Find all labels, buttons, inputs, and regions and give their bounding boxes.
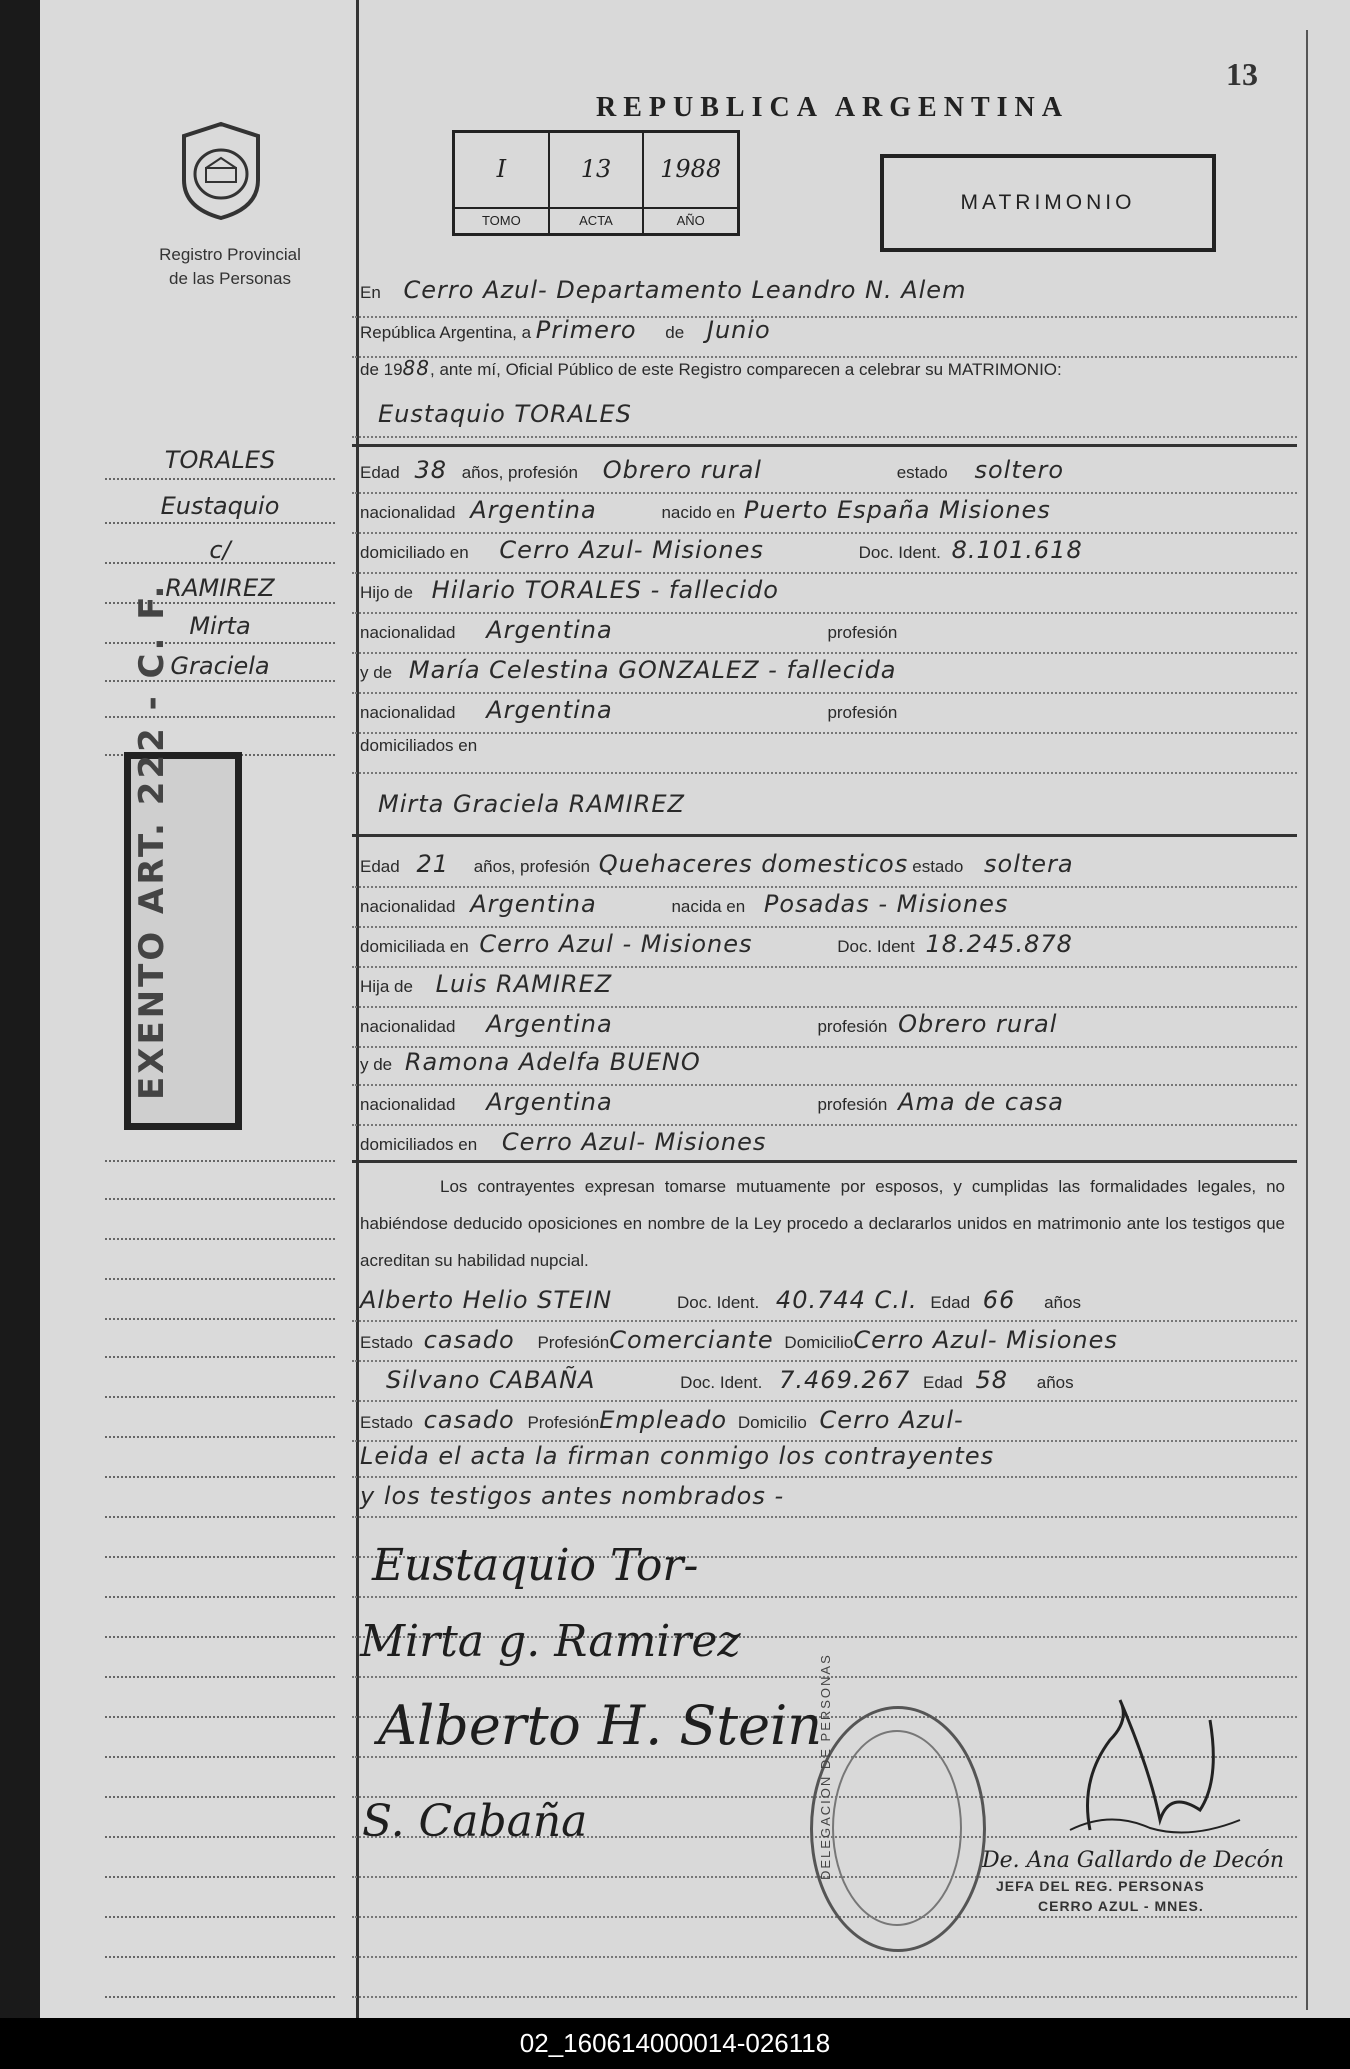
y-de-label: y de xyxy=(360,1055,393,1074)
profesion-label: profesión xyxy=(817,1017,888,1036)
declaration-text: Los contrayentes expresan tomarse mutuamente por esposos, y cumplidas las formalidades legales, no habiéndose deducido oposiciones en nombre de la Ley procedo a declararlos unidos en matrimonio ante los testigos que acreditan su habilidad nupcial. xyxy=(360,1177,1285,1270)
groom-parents-domicile-row xyxy=(360,736,477,756)
margin-name-1: TORALES xyxy=(164,446,276,474)
closing-line-1 xyxy=(360,1442,994,1470)
witness2-name-row xyxy=(360,1366,1074,1394)
form-rule xyxy=(352,1360,1297,1362)
margin-name-4: RAMIREZ xyxy=(165,574,275,602)
groom-father: Hilario TORALES - fallecido xyxy=(431,576,779,604)
profesion-label: profesión xyxy=(827,623,898,642)
doc-label: Doc. Ident. xyxy=(680,1373,763,1392)
image-id-footer: 02_160614000014-026118 xyxy=(0,2018,1350,2069)
groom-father-nat-row xyxy=(360,616,897,644)
margin-rule xyxy=(105,1556,335,1558)
bride-parents-domicile-row xyxy=(360,1128,766,1156)
form-rule xyxy=(352,1996,1297,1998)
margin-rule xyxy=(105,1596,335,1598)
form-rule xyxy=(352,692,1297,694)
bride-mother: Ramona Adelfa BUENO xyxy=(404,1048,701,1076)
record-type-box: MATRIMONIO xyxy=(880,154,1216,252)
official-signature-icon xyxy=(1050,1680,1250,1850)
witness1-domicile: Cerro Azul- Misiones xyxy=(853,1326,1118,1354)
month-value: Junio xyxy=(706,316,771,344)
groom-mother: María Celestina GONZALEZ - fallecida xyxy=(408,656,897,684)
witness1-details-row xyxy=(360,1326,1118,1354)
bride-nationality: Argentina xyxy=(470,890,597,918)
official-name: De. Ana Gallardo de Decón xyxy=(982,1848,1285,1873)
form-rule xyxy=(352,1084,1297,1086)
witness2-profession: Empleado xyxy=(599,1406,728,1434)
tomo-cell xyxy=(455,133,550,233)
form-rule xyxy=(352,1124,1297,1126)
groom-father-row xyxy=(360,576,779,604)
form-rule xyxy=(352,886,1297,888)
intro-date-row xyxy=(360,316,771,344)
groom-name-row xyxy=(360,400,632,428)
y-de-label: y de xyxy=(360,663,393,682)
domicilio-label: Domicilio xyxy=(784,1333,854,1352)
bride-birthplace: Posadas - Misiones xyxy=(763,890,1009,918)
edad-label: Edad xyxy=(360,857,400,876)
witness2-age: 58 xyxy=(975,1366,1008,1394)
margin-rule xyxy=(105,1318,335,1320)
witness1-age: 66 xyxy=(982,1286,1016,1314)
witness2-name: Silvano CABAÑA xyxy=(386,1366,596,1394)
year-value: 88 xyxy=(402,356,430,380)
form-rule xyxy=(352,1440,1297,1442)
seal-ring-text: DELEGACION DE PERSONAS xyxy=(818,1653,833,1880)
closing-line-2 xyxy=(360,1482,784,1510)
margin-rule xyxy=(105,522,335,524)
signature-groom: Eustaquio Tor- xyxy=(372,1540,699,1591)
form-rule xyxy=(352,612,1297,614)
profesion-label: profesión xyxy=(817,1095,888,1114)
nacionalidad-label: nacionalidad xyxy=(360,703,456,722)
groom-mother-nat-row xyxy=(360,696,897,724)
groom-father-nationality: Argentina xyxy=(486,616,613,644)
witness1-name: Alberto Helio STEIN xyxy=(360,1286,613,1314)
document-title: REPUBLICA ARGENTINA xyxy=(596,92,1069,123)
profesion-label: profesión xyxy=(827,703,898,722)
groom-name: Eustaquio TORALES xyxy=(378,400,632,428)
en-label: En xyxy=(360,283,381,302)
intro-place-row xyxy=(360,276,966,304)
ante-label: , ante mí, Oficial Público de este Registro comparecen a celebrar su MATRIMONIO: xyxy=(430,360,1062,379)
witness1-doc: 40.744 C.I. xyxy=(775,1286,918,1314)
republica-label: República Argentina, a xyxy=(360,323,532,342)
form-rule xyxy=(352,652,1297,654)
anos-label: años xyxy=(1036,1373,1074,1392)
estado-label: estado xyxy=(896,463,948,482)
acta-cell xyxy=(550,133,645,233)
nacionalidad-label: nacionalidad xyxy=(360,1095,456,1114)
margin-rule xyxy=(105,1836,335,1838)
groom-domicile-row xyxy=(360,536,1083,564)
section-separator xyxy=(352,444,1297,447)
witness1-name-row xyxy=(360,1286,1081,1314)
edad-label: Edad xyxy=(360,463,400,482)
groom-status: soltero xyxy=(974,456,1065,484)
groom-domicile: Cerro Azul- Misiones xyxy=(499,536,764,564)
year-prefix: de 19 xyxy=(360,360,403,379)
official-title: JEFA DEL REG. PERSONAS xyxy=(996,1878,1205,1894)
bride-mother-row xyxy=(360,1048,701,1076)
domiciliados-label: domiciliados en xyxy=(360,736,478,755)
tomo-label: TOMO xyxy=(455,207,548,233)
anos-profesion-label: años, profesión xyxy=(461,463,578,482)
margin-rule xyxy=(105,1238,335,1240)
official-place: CERRO AZUL - MNES. xyxy=(1038,1898,1204,1914)
doc-label: Doc. Ident xyxy=(837,937,915,956)
groom-mother-row xyxy=(360,656,897,684)
margin-rule xyxy=(105,1636,335,1638)
anio-label: AÑO xyxy=(644,207,737,233)
bride-name: Mirta Graciela RAMIREZ xyxy=(378,790,685,818)
official-seal-inner xyxy=(832,1730,962,1926)
estado-label: Estado xyxy=(360,1333,413,1352)
anio-cell xyxy=(644,133,737,233)
margin-name-2: Eustaquio xyxy=(160,492,280,520)
profesion-label: Profesión xyxy=(537,1333,610,1352)
form-rule xyxy=(352,1596,1297,1598)
de-label: de xyxy=(665,323,685,342)
bride-doc: 18.245.878 xyxy=(925,930,1073,958)
witness2-doc: 7.469.267 xyxy=(779,1366,911,1394)
form-rule xyxy=(352,1400,1297,1402)
bride-father-nat-row xyxy=(360,1010,1057,1038)
signature-witness1: Alberto H. Stein xyxy=(378,1694,823,1757)
acta-value: 13 xyxy=(580,155,612,183)
signature-bride: Mirta g. Ramirez xyxy=(360,1616,741,1667)
margin-rule xyxy=(105,1916,335,1918)
doc-label: Doc. Ident. xyxy=(676,1293,760,1312)
margin-rule xyxy=(105,1356,335,1358)
margin-rule xyxy=(105,562,335,564)
acta-label: ACTA xyxy=(550,207,643,233)
anos-profesion-label: años, profesión xyxy=(473,857,590,876)
tomo-value: I xyxy=(496,155,507,183)
nacida-label: nacida en xyxy=(671,897,746,916)
margin-rule xyxy=(105,1876,335,1878)
form-rule xyxy=(352,316,1297,318)
bride-father-profession: Obrero rural xyxy=(898,1010,1058,1038)
margin-name-3: c/ xyxy=(209,536,231,564)
bride-father-nationality: Argentina xyxy=(486,1010,613,1038)
bride-nationality-row xyxy=(360,890,1008,918)
margin-rule xyxy=(105,478,335,480)
page-number: 13 xyxy=(1226,56,1258,92)
form-rule xyxy=(352,492,1297,494)
bride-domicile-row xyxy=(360,930,1073,958)
closing-text-1: Leida el acta la firman conmigo los contrayentes xyxy=(360,1442,995,1470)
groom-birthplace: Puerto España Misiones xyxy=(743,496,1051,524)
bride-status: soltera xyxy=(984,850,1074,878)
signature-witness2: S. Cabaña xyxy=(362,1796,588,1847)
form-rule xyxy=(352,966,1297,968)
edad-label: Edad xyxy=(930,1293,971,1312)
margin-rule xyxy=(105,1396,335,1398)
margin-rule xyxy=(105,1278,335,1280)
witness1-profession: Comerciante xyxy=(609,1326,774,1354)
form-rule xyxy=(352,926,1297,928)
form-rule xyxy=(352,1320,1297,1322)
domicilio-label: Domicilio xyxy=(737,1413,807,1432)
form-rule xyxy=(352,1006,1297,1008)
page-border xyxy=(1306,30,1308,2010)
intro-year-row xyxy=(360,356,1062,380)
bride-domicile: Cerro Azul - Misiones xyxy=(479,930,753,958)
registry-name xyxy=(130,243,330,291)
section-separator xyxy=(352,1160,1297,1163)
doc-label: Doc. Ident. xyxy=(858,543,941,562)
edad-label: Edad xyxy=(923,1373,963,1392)
hija-label: Hija de xyxy=(360,977,413,996)
profesion-label: Profesión xyxy=(527,1413,600,1432)
bride-mother-nationality: Argentina xyxy=(486,1088,613,1116)
margin-rule xyxy=(105,1756,335,1758)
nacionalidad-label: nacionalidad xyxy=(360,503,456,522)
place-value: Cerro Azul- Departamento Leandro N. Alem xyxy=(403,276,967,304)
bride-name-row xyxy=(360,790,685,818)
estado-label: estado xyxy=(912,857,964,876)
groom-nationality: Argentina xyxy=(470,496,597,524)
registry-line-1: Registro Provincial xyxy=(159,245,301,264)
estado-label: Estado xyxy=(360,1413,413,1432)
margin-name-6: Graciela xyxy=(170,652,270,680)
bride-father-row xyxy=(360,970,612,998)
bride-profession: Quehaceres domesticos xyxy=(598,850,909,878)
nacionalidad-label: nacionalidad xyxy=(360,1017,456,1036)
anos-label: años xyxy=(1044,1293,1081,1312)
form-rule xyxy=(352,532,1297,534)
bride-mother-profession: Ama de casa xyxy=(898,1088,1064,1116)
nacionalidad-label: nacionalidad xyxy=(360,623,456,642)
nacido-label: nacido en xyxy=(661,503,736,522)
margin-rule xyxy=(105,1956,335,1958)
registry-line-2: de las Personas xyxy=(169,269,291,288)
form-rule xyxy=(352,772,1297,774)
form-rule xyxy=(352,732,1297,734)
margin-rule xyxy=(105,1436,335,1438)
bride-age-row xyxy=(360,850,1074,878)
witness2-status: casado xyxy=(423,1406,515,1434)
domiciliados-label: domiciliados en xyxy=(360,1135,478,1154)
anio-value: 1988 xyxy=(660,155,722,183)
provincial-seal-icon xyxy=(176,120,266,220)
form-rule xyxy=(352,1476,1297,1478)
margin-rule xyxy=(105,1476,335,1478)
margin-rule xyxy=(105,1160,335,1162)
day-value: Primero xyxy=(535,316,637,344)
margin-rule xyxy=(105,1676,335,1678)
record-reference-box xyxy=(452,130,740,236)
groom-profession: Obrero rural xyxy=(602,456,762,484)
form-rule xyxy=(352,436,1297,438)
form-rule xyxy=(352,1916,1297,1918)
exemption-stamp-text: EXENTO ART. 222 - C. F. xyxy=(132,582,172,1100)
margin-rule xyxy=(105,1996,335,1998)
witness2-domicile: Cerro Azul- xyxy=(819,1406,964,1434)
groom-mother-nationality: Argentina xyxy=(486,696,613,724)
groom-nationality-row xyxy=(360,496,1051,524)
margin-rule xyxy=(105,1516,335,1518)
groom-age-row xyxy=(360,456,1064,484)
form-rule xyxy=(352,1956,1297,1958)
form-rule xyxy=(352,572,1297,574)
bride-mother-nat-row xyxy=(360,1088,1064,1116)
witness1-status: casado xyxy=(423,1326,515,1354)
groom-age: 38 xyxy=(414,456,447,484)
margin-rule xyxy=(105,1198,335,1200)
bride-parents-domicile: Cerro Azul- Misiones xyxy=(501,1128,767,1156)
domiciliado-label: domiciliado en xyxy=(360,543,469,562)
form-rule xyxy=(352,1046,1297,1048)
margin-name-5: Mirta xyxy=(189,612,251,640)
form-rule xyxy=(352,356,1297,358)
closing-text-2: y los testigos antes nombrados - xyxy=(360,1482,785,1510)
margin-rule xyxy=(105,1796,335,1798)
bride-father: Luis RAMIREZ xyxy=(435,970,613,998)
groom-doc: 8.101.618 xyxy=(951,536,1083,564)
hijo-label: Hijo de xyxy=(360,583,413,602)
witness2-details-row xyxy=(360,1406,964,1434)
form-rule xyxy=(352,1516,1297,1518)
margin-rule xyxy=(105,1716,335,1718)
nacionalidad-label: nacionalidad xyxy=(360,897,456,916)
section-separator xyxy=(352,834,1297,837)
bride-age: 21 xyxy=(416,850,449,878)
domiciliada-label: domiciliada en xyxy=(360,937,469,956)
